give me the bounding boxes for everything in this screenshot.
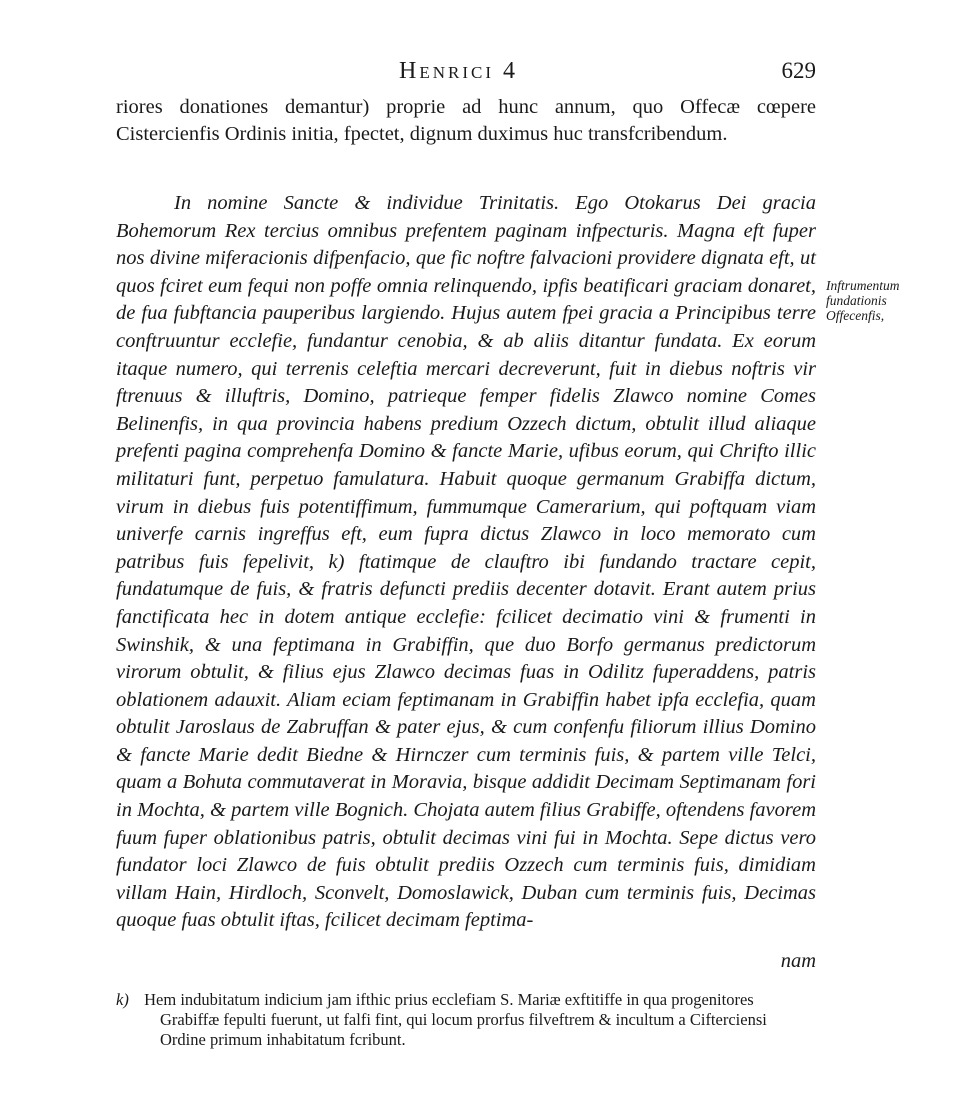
marginal-note: Inftrumentum fundationis Offecenfis, xyxy=(826,278,900,323)
running-head xyxy=(116,58,816,92)
running-title: Henrici 4 xyxy=(399,58,518,84)
footnote-marker: k) xyxy=(116,990,129,1009)
footnote xyxy=(116,990,816,1050)
footnote-text: Hem indubitatum indicium jam ifthic prius ecclefiam S. Mariæ exftitiffe in qua progenitores Grabiffæ fepulti fuerunt, ut falfi fint, qui locum prorfus filveftrem & incultum a Cifterciensi Ordine primum inhabitatum fcribunt. xyxy=(144,990,767,1049)
page-number: 629 xyxy=(781,58,816,83)
charter-text: In nomine Sancte & individue Trinitatis. Ego Otokarus Dei gracia Bohemorum Rex tercius omnibus prefentem paginam infpecturis. Magna eft fuper nos divine miferacionis difpenfacio, que fic noftre falvacioni providere dignata eft, ut quos fciret eum fequi non poffe omnia relinquendo, ipfis beatificari graciam donaret, de fua fubftancia pauperibus largiendo. Hujus autem fpei gracia a Principibus terre conftruuntur ecclefie, fundantur cenobia, & ab aliis ditantur fundata. Ex eorum itaque numero, qui terrenis celeftia mercari decreverunt, fuit in diebus noftris vir ftrenuus & illuftris, Domino, patrieque femper fidelis Zlawco nomine Comes Belinenfis, in qua provincia habens predium Ozzech dictum, obtulit illud aliaque prefenti pagina comprehenfa Domino & fancte Marie, ufibus eorum, qui Chrifto illic militaturi funt, perpetuo famulatura. Habuit quoque germanum Grabiffa dictum, virum in diebus fuis potentiffimum, fummumque Camerarium, qui poftquam viam univerfe carnis ingreffus eft, eum fupra dictus Zlawco in loco memorato cum patribus fuis fepelivit, k) ftatimque de clauftro ibi fundando tractare cepit, fundatumque de fuis, & fratris defuncti prediis decenter dotavit. Erant autem prius fanctificata hec in dotem antique ecclefie: fcilicet decimatio vini & frumenti in Swinshik, & una feptimana in Grabiffin, que duo Borfo germanus predictorum virorum obtulit, & filius ejus Zlawco decimas fuas in Odilitz fuperaddens, patris oblationem adauxit. Aliam eciam feptimanam in Grabiffin habet ipfa ecclefia, quam obtulit Jaroslaus de Zabruffan & pater ejus, & cum confenfu filiorum illius Domino & fancte Marie dedit Biedne & Hirnczer cum terminis fuis, & partem ville Telci, quam a Bohuta commutaverat in Moravia, bisque addidit Decimam Septimanam fori in Mochta, & partem ville Bognich. Chojata autem filius Grabiffe, oftendens favorem fuum fuper oblationibus patris, obtulit decimas vini fui in Mochta. Sepe dictus vero fundator loci Zlawco de fuis obtulit prediis Ozzech cum terminis fuis, dimidiam villam Hain, Hirdloch, Sconvelt, Domoslawick, Duban cum terminis fuis, Decimas quoque fuas obtulit iftas, fcilicet decimam feptima- xyxy=(116,192,816,932)
intro-paragraph: riores donationes demantur) proprie ad hunc annum, quo Offecæ cœpere Cistercienfis Ordinis initia, fpectet, dignum duximus huc transfcribendum. xyxy=(116,96,816,145)
catchword: nam xyxy=(780,950,816,972)
